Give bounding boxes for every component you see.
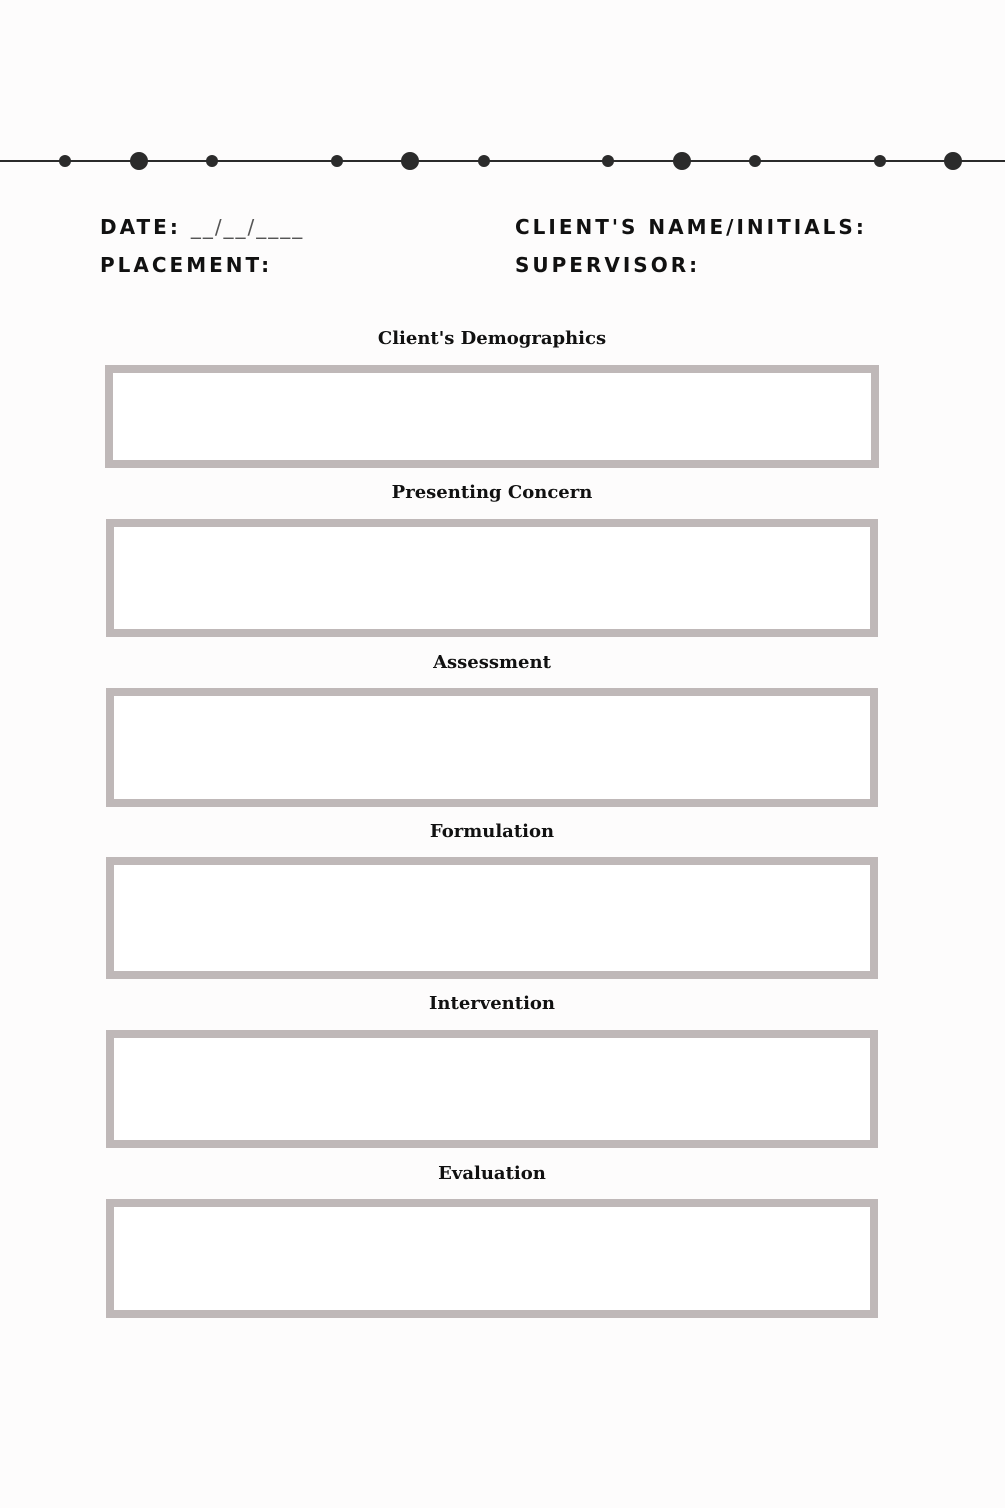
supervisor-label: SUPERVISOR: (515, 253, 701, 277)
date-field (100, 215, 304, 239)
date-blank[interactable]: __/__/____ (190, 215, 305, 239)
client-name-field (515, 215, 867, 239)
divider-dot (874, 155, 886, 167)
section-title-demographics: Client's Demographics (377, 328, 607, 349)
section-title-formulation: Formulation (429, 821, 555, 842)
divider-dot (944, 152, 962, 170)
client-name-label: CLIENT'S NAME/INITIALS: (515, 215, 867, 239)
divider-dot (331, 155, 343, 167)
section-box-evaluation[interactable] (106, 1199, 878, 1318)
divider-dot (602, 155, 614, 167)
section-title-assessment: Assessment (433, 652, 551, 673)
placement-field (100, 253, 272, 277)
supervisor-field (515, 253, 700, 277)
decorative-dotted-divider (0, 140, 1005, 182)
divider-dot (749, 155, 761, 167)
section-box-demographics[interactable] (105, 365, 879, 468)
divider-dot (130, 152, 148, 170)
divider-dot (59, 155, 71, 167)
divider-dot (206, 155, 218, 167)
divider-dot (478, 155, 490, 167)
divider-dot (401, 152, 419, 170)
section-box-assessment[interactable] (106, 688, 878, 807)
section-title-intervention: Intervention (429, 993, 555, 1014)
section-box-intervention[interactable] (106, 1030, 878, 1148)
placement-label: PLACEMENT: (100, 253, 273, 277)
section-title-evaluation: Evaluation (438, 1163, 546, 1184)
date-label: DATE: (100, 215, 181, 239)
section-box-formulation[interactable] (106, 857, 878, 979)
section-title-presenting-concern: Presenting Concern (391, 482, 593, 503)
section-box-presenting-concern[interactable] (106, 519, 878, 637)
divider-dot (673, 152, 691, 170)
